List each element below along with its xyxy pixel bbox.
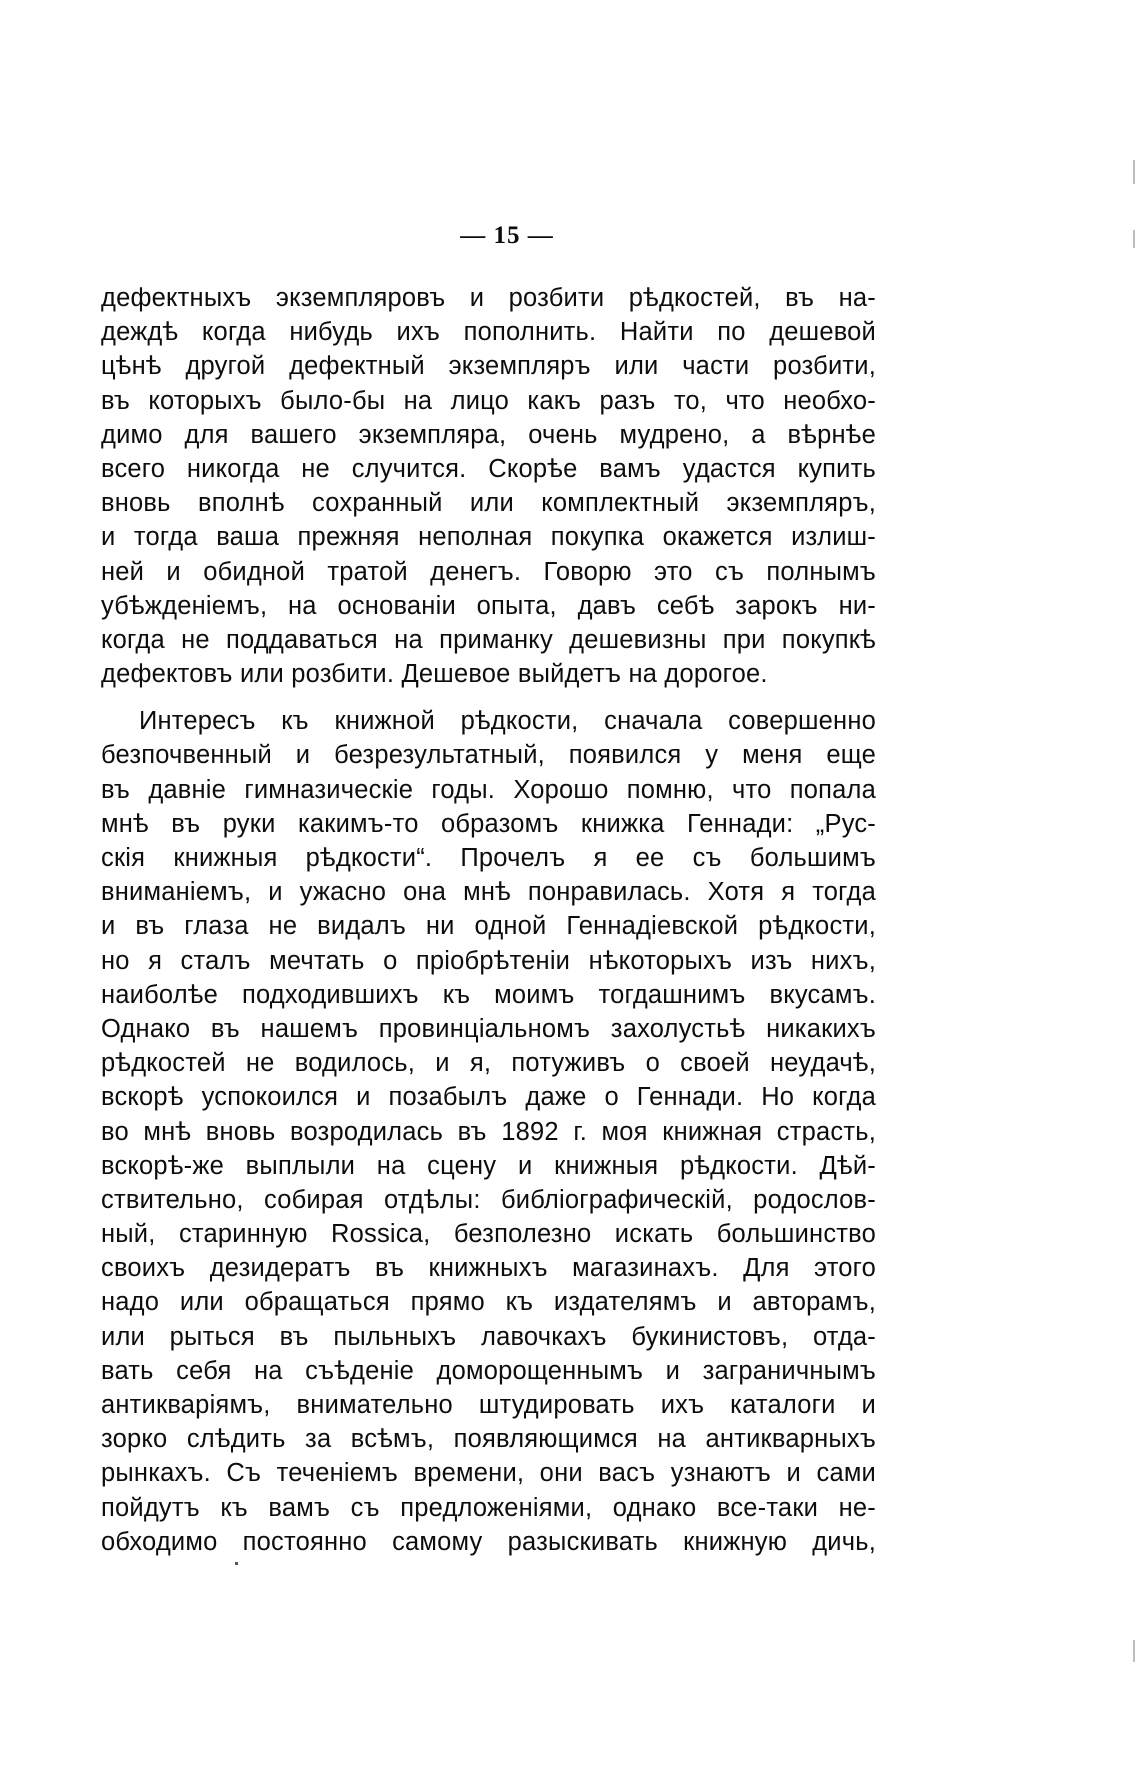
text-line: вниманіемъ, и ужасно она мнѣ понравилась. Хотя я тогда xyxy=(101,878,876,907)
text-line: цѣнѣ другой дефектный экземпляръ или части розбити, xyxy=(101,352,876,381)
text-line: рынкахъ. Съ теченіемъ времени, они васъ узнаютъ и сами xyxy=(101,1459,876,1488)
text-line: и въ глаза не видалъ ни одной Геннадіевской рѣдкости, xyxy=(101,912,876,941)
text-line: деждѣ когда нибудь ихъ пополнить. Найти по дешевой xyxy=(101,318,876,347)
text-line: вновь вполнѣ сохранный или комплектный экземпляръ, xyxy=(101,489,876,518)
scan-edge-mark xyxy=(1133,1640,1135,1662)
text-line: во мнѣ вновь возродилась въ 1892 г. моя книжная страсть, xyxy=(101,1117,876,1146)
body-text xyxy=(101,281,876,1559)
text-line: антикваріямъ, внимательно штудировать ихъ каталоги и xyxy=(101,1391,876,1419)
paragraph-spacer xyxy=(101,691,876,704)
text-line: ный, старинную Rossica, безполезно искать большинство xyxy=(101,1220,876,1249)
paragraph-1 xyxy=(101,281,876,691)
text-line: безпочвенный и безрезультатный, появился у меня еще xyxy=(101,741,876,770)
text-line: ствительно, собирая отдѣлы: библіографическій, родослов- xyxy=(101,1185,876,1214)
text-line: пойдутъ къ вамъ съ предложеніями, однако все-таки не- xyxy=(101,1493,876,1522)
text-line: въ которыхъ было-бы на лицо какъ разъ то, что необхо- xyxy=(101,386,876,415)
scan-edge-mark xyxy=(235,1562,238,1565)
text-line: вскорѣ-же выплыли на сцену и книжныя рѣдкости. Дѣй- xyxy=(101,1151,876,1180)
text-line: Интересъ къ книжной рѣдкости, сначала совершенно xyxy=(139,707,876,736)
text-line: дефектовъ или розбити. Дешевое выйдетъ на дорогое. xyxy=(101,660,768,689)
text-line: вать себя на съѣденіе доморощеннымъ и заграничнымъ xyxy=(101,1356,876,1385)
text-line: Однако въ нашемъ провинціальномъ захолустьѣ никакихъ xyxy=(101,1014,876,1043)
text-line: обходимо постоянно самому разыскивать книжную дичь, xyxy=(101,1527,876,1556)
text-line: въ давніе гимназическіе годы. Хорошо помню, что попала xyxy=(101,775,876,804)
text-line: рѣдкостей не водилось, и я, потуживъ о своей неудачѣ, xyxy=(101,1049,876,1078)
text-line: или рыться въ пыльныхъ лавочкахъ букинистовъ, отда- xyxy=(101,1322,876,1351)
text-line: и тогда ваша прежняя неполная покупка окажется излиш- xyxy=(101,523,876,552)
text-line: мнѣ въ руки какимъ-то образомъ книжка Геннади: „Рус- xyxy=(101,809,876,838)
page-number: — 15 — xyxy=(460,222,554,249)
text-line: когда не поддаваться на приманку дешевизны при покупкѣ xyxy=(101,625,876,654)
text-line: всего никогда не случится. Скорѣе вамъ удастся купить xyxy=(101,454,876,483)
text-line: зорко слѣдить за всѣмъ, появляющимся на антикварныхъ xyxy=(101,1425,876,1454)
text-line: скія книжныя рѣдкости“. Прочелъ я ее съ большимъ xyxy=(101,844,876,872)
text-line: надо или обращаться прямо къ издателямъ и авторамъ, xyxy=(101,1288,876,1317)
text-line: димо для вашего экземпляра, очень мудрено, а вѣрнѣе xyxy=(101,420,876,449)
text-line: убѣжденіемъ, на основаніи опыта, давъ себѣ зарокъ ни- xyxy=(101,591,876,620)
scan-edge-mark xyxy=(1133,160,1135,184)
text-line: наиболѣе подходившихъ къ моимъ тогдашнимъ вкусамъ. xyxy=(101,980,876,1009)
text-line: но я сталъ мечтать о пріобрѣтеніи нѣкоторыхъ изъ нихъ, xyxy=(101,946,876,975)
text-line: дефектныхъ экземпляровъ и розбити рѣдкостей, въ на- xyxy=(101,284,876,312)
text-line: ней и обидной тратой денегъ. Говорю это съ полнымъ xyxy=(101,557,876,586)
text-line: своихъ дезидератъ въ книжныхъ магазинахъ. Для этого xyxy=(101,1254,876,1283)
scan-edge-mark xyxy=(1133,230,1135,248)
text-line: вскорѣ успокоился и позабылъ даже о Геннади. Но когда xyxy=(101,1083,876,1112)
paragraph-2 xyxy=(101,704,876,1559)
